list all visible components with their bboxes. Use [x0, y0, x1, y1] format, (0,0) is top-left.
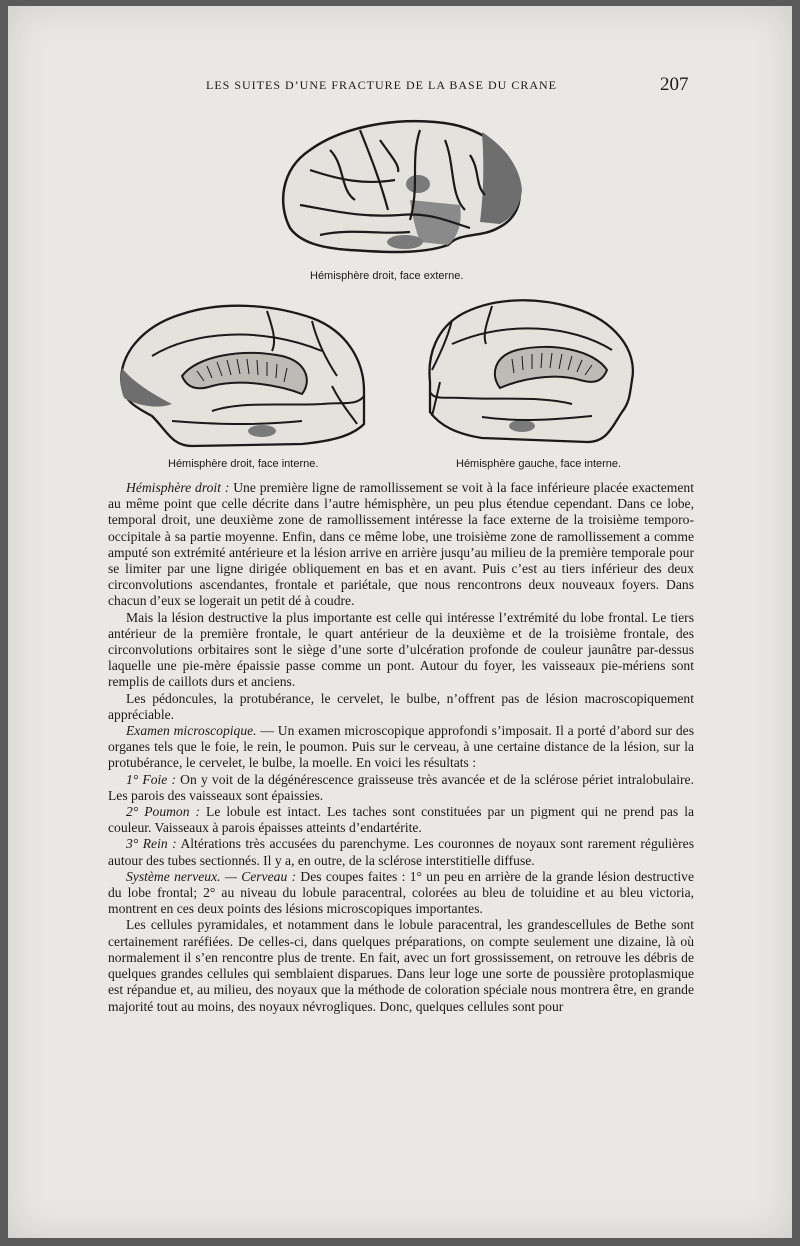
paragraph-5-text: On y voit de la dégénérescence graisseuse très avancée et de la sclérose périet intralobulaire. Les parois des vaisseaux sont épaissies.: [108, 771, 694, 803]
left-figure-caption: Hémisphère droit, face interne.: [168, 458, 319, 470]
paragraph-7-lead: 3° Rein :: [126, 836, 177, 852]
paragraph-7: [108, 836, 694, 868]
page-number: 207: [660, 74, 689, 95]
right-figure-caption: Hémisphère gauche, face interne.: [456, 458, 622, 470]
paragraph-4: [108, 723, 694, 772]
paragraph-8: [108, 869, 694, 918]
paragraph-4-text: — Un examen microscopique approfondi s’imposait. Il a porté d’abord sur des organes tels que le foie, le rein, le poumon. Puis sur le cerveau, à une certaine distance de la lésion, sur la protubérance, le cervelet, le bulbe, la moelle. En voici les résultats :: [108, 723, 694, 771]
brain-internal-right-illustration: [112, 296, 370, 456]
paragraph-1-lead: Hémisphère droit :: [126, 480, 230, 495]
paragraph-2: Mais la lésion destructive la plus importante est celle qui intéresse l’extrémité du lobe frontal. Le tiers antérieur de la première frontale, le quart antérieur de la deuxième et de la troisième frontale, des circonvolutions orbitaires sont le siège d’une sorte d’ulcération profonde de couleur jaunâtre par-dessus laquelle une pie-mère épaissie passe comme un pont. Autour du foyer, les vaisseaux pie-mériens sont remplis de caillots durs et anciens.: [108, 609, 694, 690]
top-figure-caption: Hémisphère droit, face externe.: [310, 270, 464, 282]
figure-left-hemisphere-internal: [422, 292, 644, 450]
figure-right-hemisphere-internal: [112, 296, 370, 456]
paragraph-3: Les pédoncules, la protubérance, le cervelet, le bulbe, n’offrent pas de lésion macroscopiquement appréciable.: [108, 690, 694, 722]
running-title: LES SUITES D’UNE FRACTURE DE LA BASE DU CRANE: [206, 78, 558, 92]
book-page: [8, 6, 792, 1238]
paragraph-6-lead: 2° Poumon :: [126, 804, 201, 820]
paragraph-6: [108, 804, 694, 836]
paragraph-9: Les cellules pyramidales, et notamment dans le lobule paracentral, les grandescellules de Bethe sont certainement raréfiées. De celles-ci, dans quelques préparations, on compte seulement une dizaine, là où normalement il s’en rencontre plus de trente. En fait, avec un fort grossissement, on retrouve les débris de quelques grandes cellules qui semblaient disparues. Dans leur loge une sorte de poussière protoplasmique est répandue et, au milieu, des noyaux que la méthode de coloration spéciale nous montrera être, en grande majorité tout au moins, des noyaux névrogliques. Donc, quelques cellules sont pour: [108, 917, 694, 1014]
brain-internal-left-illustration: [422, 292, 644, 450]
figure-right-hemisphere-external: [270, 110, 530, 260]
brain-external-illustration: [270, 110, 530, 260]
page-header: [8, 74, 792, 98]
body-text: [108, 480, 694, 1015]
paragraph-1: [108, 480, 694, 610]
paragraph-8-lead: Système nerveux. — Cerveau :: [126, 868, 297, 884]
paragraph-5-lead: 1° Foie :: [126, 771, 176, 787]
paragraph-1-text: Une première ligne de ramollissement se voit à la face inférieure placée exactement au même point que celle décrite dans l’autre hémisphère, un peu plus étendue cependant. Dans ce lobe, temporal droit, une deuxième zone de ramollissement intéresse la face externe de la troisième temporo-occipitale à sa partie moyenne. Enfin, dans ce même lobe, une troisième zone de ramollissement a comme amputé son extrémité antérieure et la lésion arrive en arrière jusqu’au milieu de la première temporale pour se limiter par une ligne dirigée obliquement en bas et en avant. Puis c’est au tiers inférieur des deux circonvolutions ascendantes, frontale et pariétale, que nous rencontrons deux nouveaux foyers. Dans chacun d’eux se logerait un petit dé à coudre.: [108, 480, 694, 609]
paragraph-6-text: Le lobule est intact. Les taches sont constituées par un pigment qui ne prend pas la couleur. Vaisseaux à parois épaisses atteints d’endartérite.: [108, 804, 695, 836]
paragraph-4-lead: Examen microscopique.: [126, 723, 257, 739]
paragraph-7-text: Altérations très accusées du parenchyme. Les couronnes de noyaux sont rarement régulières autour des tubes sectionnés. Il y a, en outre, de la sclérose interstitielle diffuse.: [108, 836, 695, 868]
paragraph-5: [108, 772, 694, 804]
paragraph-8-text: Des coupes faites : 1° un peu en arrière de la grande lésion destructive du lobe frontal; 2° au niveau du lobule paracentral, colorées au bleu de toluidine et au bleu victoria, montrent en ces deux points des lésions microscopiques importantes.: [108, 868, 694, 917]
